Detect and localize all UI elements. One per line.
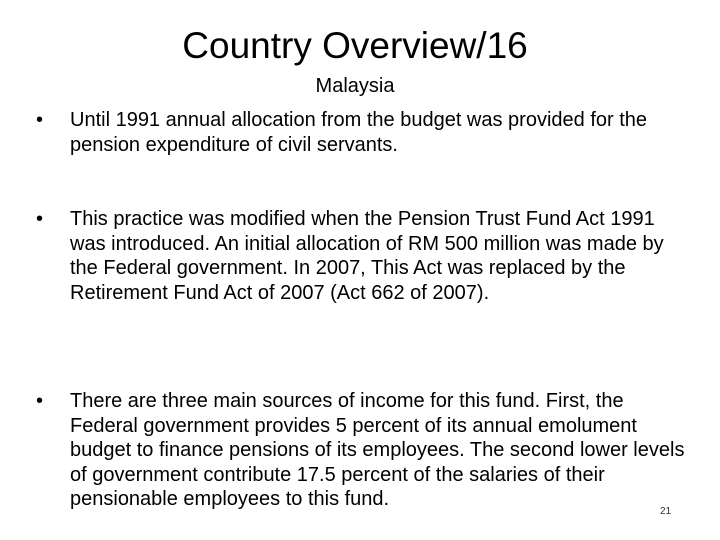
bullet-item — [36, 389, 686, 512]
slide-title: Country Overview/16 — [182, 25, 528, 66]
bullet-item — [36, 108, 686, 157]
bullet-text: This practice was modified when the Pension Trust Fund Act 1991 was introduced. An initial allocation of RM 500 million was made by the Federal government. In 2007, This Act was replaced by the Retirement Fund Act of 2007 (Act 662 of 2007). — [70, 208, 664, 304]
page-number: 21 — [660, 506, 672, 517]
bullet-text: Until 1991 annual allocation from the budget was provided for the pension expenditure of civil servants. — [70, 109, 648, 156]
slide-subtitle: Malaysia — [315, 75, 395, 97]
bullet-text: There are three main sources of income for this fund. First, the Federal government provides 5 percent of its annual emolument budget to finance pensions of its employees. The second lower levels of government contribute 17.5 percent of the salaries of their pensionable employees to this fund. — [70, 390, 685, 510]
bullet-icon: • — [36, 208, 44, 230]
bullet-item — [36, 207, 686, 305]
bullet-icon: • — [36, 390, 44, 412]
bullet-icon: • — [36, 109, 44, 131]
